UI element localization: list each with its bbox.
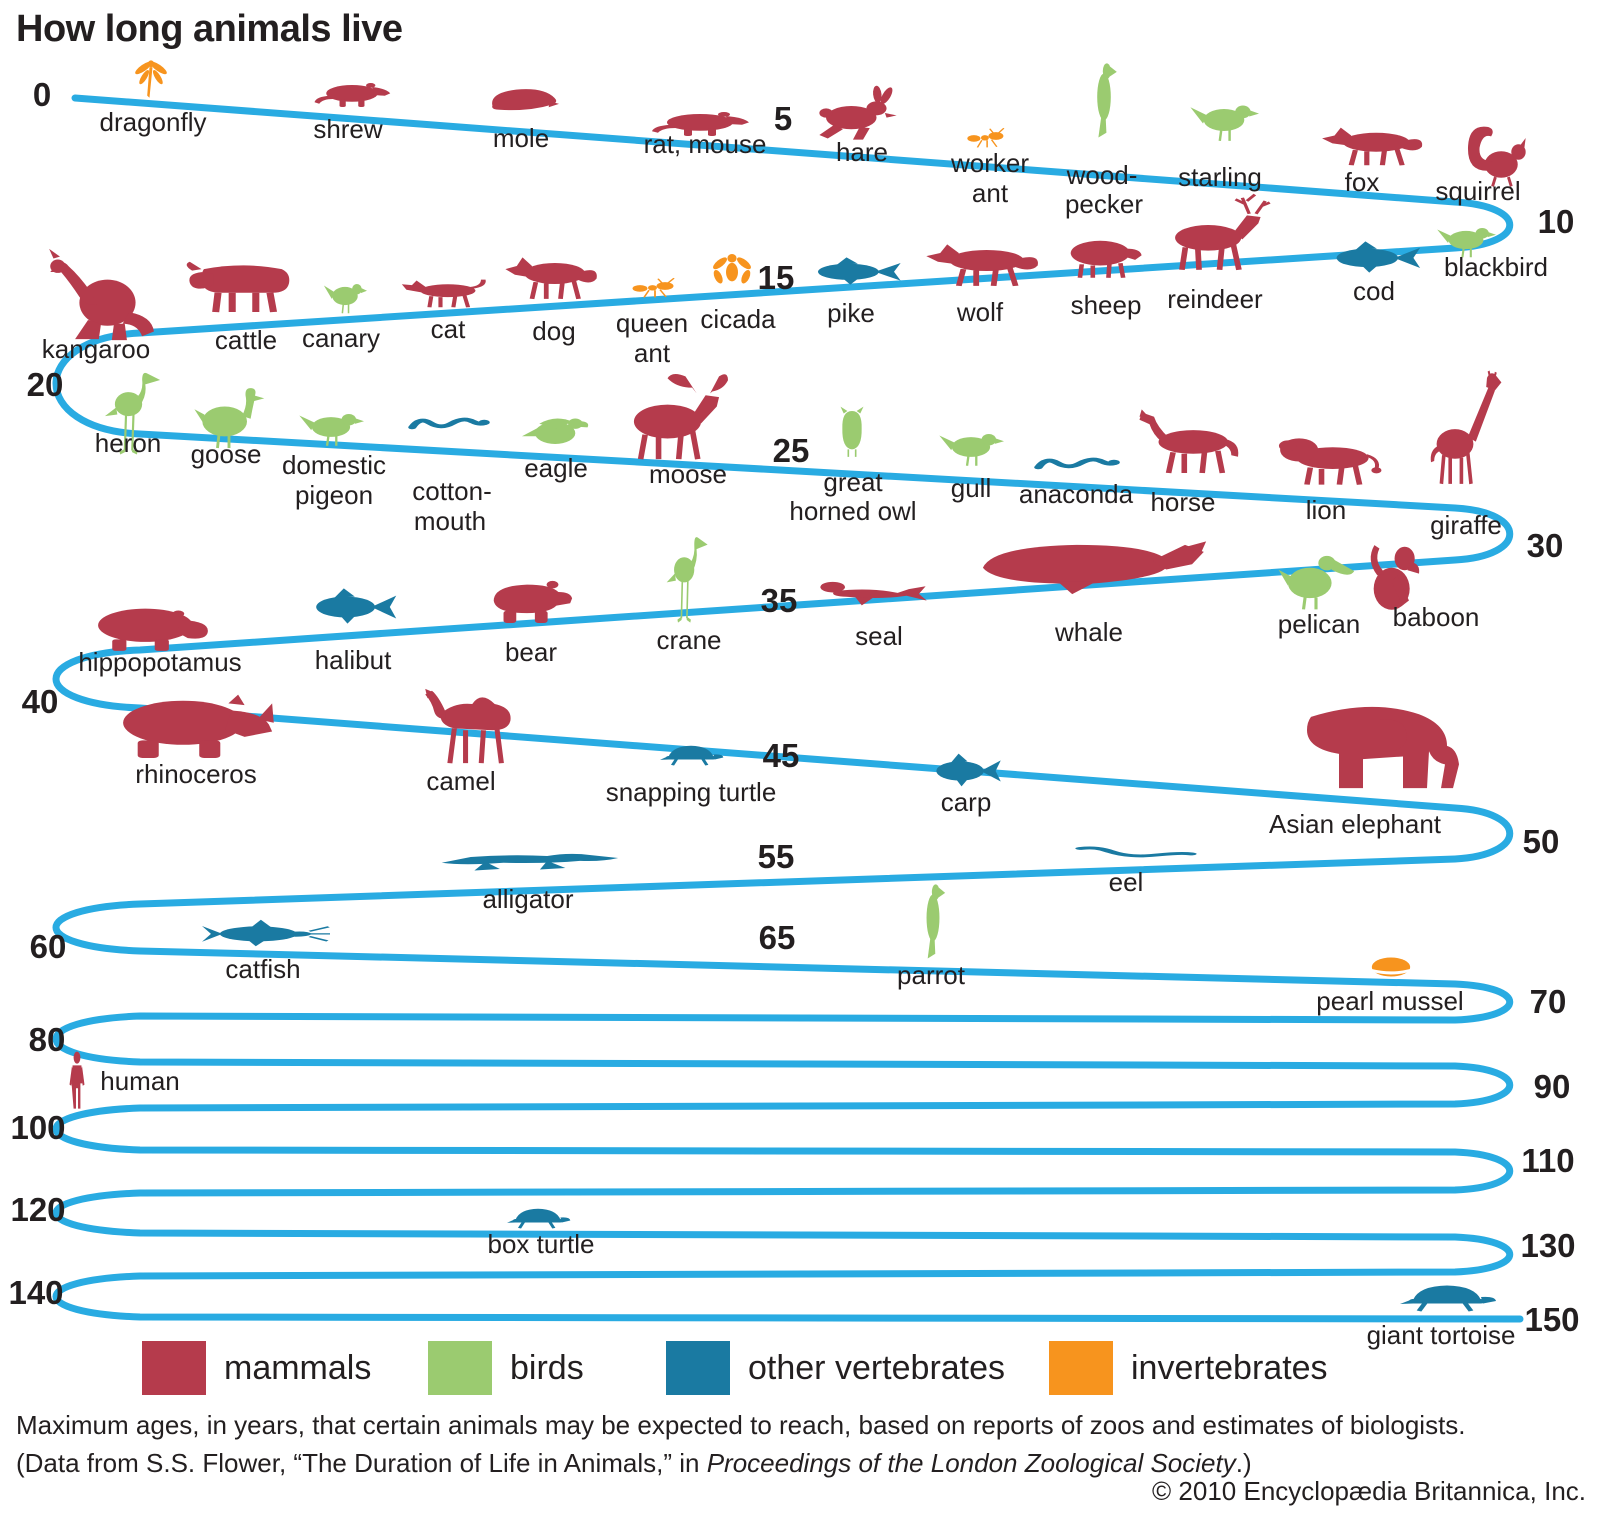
mole-label: mole <box>492 123 550 153</box>
legend-swatch-mammals <box>142 1341 206 1395</box>
legend-item-invertebrates <box>1049 1341 1328 1395</box>
worker-ant-label: ant <box>971 178 1009 208</box>
legend-label-other_vertebrates: other vertebrates <box>748 1348 1006 1387</box>
pike-label: pike <box>827 298 875 328</box>
giraffe-icon <box>1431 371 1502 484</box>
cat-label: cat <box>430 314 466 344</box>
worker-ant-label: worker <box>950 148 1030 178</box>
human-label: human <box>100 1066 180 1096</box>
anaconda-label: anaconda <box>1018 479 1134 509</box>
tick-label-25: 25 <box>772 432 810 469</box>
tick-label-140: 140 <box>8 1274 64 1311</box>
tick-label-55: 55 <box>757 838 795 875</box>
cod-icon <box>1337 241 1421 272</box>
kangaroo-label: kangaroo <box>41 334 151 364</box>
giant-tortoise-icon <box>1400 1286 1496 1312</box>
pearl-mussel-icon <box>1372 957 1410 976</box>
tick-label-40: 40 <box>21 683 59 720</box>
worker-ant-icon <box>967 128 1004 147</box>
reindeer-label: reindeer <box>1167 284 1263 314</box>
baboon-icon <box>1371 545 1420 610</box>
tick-label-15: 15 <box>757 259 795 296</box>
pelican-icon <box>1279 556 1355 609</box>
cattle-icon <box>187 262 290 312</box>
goose-label: goose <box>190 439 262 469</box>
cottonmouth-icon <box>412 420 490 428</box>
page-title: How long animals live <box>16 8 403 50</box>
parrot-icon <box>927 884 946 958</box>
eagle-label: eagle <box>524 453 588 483</box>
caption-line2-prefix: (Data from S.S. Flower, “The Duration of Life in Animals,” in <box>16 1448 707 1478</box>
eel-icon <box>1081 848 1191 856</box>
hare-label: hare <box>835 137 889 167</box>
caption-line1: Maximum ages, in years, that certain animals may be expected to reach, based on reports of zoos and estimates of biologists. <box>16 1410 1466 1440</box>
catfish-label: catfish <box>225 954 301 984</box>
baboon-label: baboon <box>1392 602 1480 632</box>
tick-label-5: 5 <box>773 100 793 137</box>
starling-icon <box>1190 106 1259 141</box>
pike-icon <box>818 257 901 284</box>
canary-icon <box>324 284 367 313</box>
dragonfly-label: dragonfly <box>99 107 207 137</box>
tick-label-110: 110 <box>1521 1142 1575 1179</box>
legend-label-birds: birds <box>510 1348 584 1387</box>
wolf-label: wolf <box>956 297 1004 327</box>
halibut-icon <box>316 588 396 623</box>
caption-line2-italic: Proceedings of the London Zoological Society <box>706 1448 1236 1478</box>
legend-label-invertebrates: invertebrates <box>1131 1348 1328 1387</box>
cottonmouth-label: mouth <box>413 506 487 536</box>
mole-icon <box>492 89 559 110</box>
domestic-pigeon-label: pigeon <box>294 480 374 510</box>
camel-label: camel <box>426 766 496 796</box>
legend-item-mammals <box>142 1341 371 1395</box>
catfish-icon <box>202 920 330 946</box>
legend-swatch-invertebrates <box>1049 1341 1113 1395</box>
sheep-label: sheep <box>1070 290 1142 320</box>
tick-label-100: 100 <box>10 1109 66 1146</box>
carp-label: carp <box>940 787 992 817</box>
tick-label-50: 50 <box>1522 823 1560 860</box>
domestic-pigeon-label: domestic <box>281 450 387 480</box>
cat-icon <box>402 280 486 308</box>
gull-icon <box>939 434 1004 466</box>
caption-line2-suffix: .) <box>1235 1448 1252 1478</box>
lion-icon <box>1279 438 1381 484</box>
horse-label: horse <box>1150 487 1216 517</box>
hippopotamus-label: hippopotamus <box>78 647 242 677</box>
tick-label-80: 80 <box>28 1021 66 1058</box>
human-icon <box>70 1052 85 1109</box>
great-horned-owl-label: horned owl <box>789 496 917 526</box>
carp-icon <box>936 754 1000 787</box>
legend-swatch-other_vertebrates <box>666 1341 730 1395</box>
lion-label: lion <box>1305 495 1347 525</box>
queen-ant-label: ant <box>633 338 671 368</box>
tick-label-30: 30 <box>1526 527 1564 564</box>
alligator-icon <box>442 854 619 871</box>
pearl-mussel-label: pearl mussel <box>1316 986 1464 1016</box>
great-horned-owl-icon <box>841 407 864 457</box>
kangaroo-icon <box>49 249 154 340</box>
legend-item-other_vertebrates <box>666 1341 1005 1395</box>
eel-label: eel <box>1108 867 1144 897</box>
shrew-icon <box>315 83 391 107</box>
copyright: © 2010 Encyclopædia Britannica, Inc. <box>1152 1476 1586 1506</box>
starling-label: starling <box>1178 162 1262 192</box>
asian-elephant-icon <box>1307 707 1459 788</box>
anaconda-icon <box>1038 460 1119 468</box>
tick-label-10: 10 <box>1537 203 1575 240</box>
parrot-label: parrot <box>897 960 965 990</box>
rhinoceros-label: rhinoceros <box>135 759 257 789</box>
cicada-icon <box>711 254 753 285</box>
giant-tortoise-label: giant tortoise <box>1366 1320 1516 1350</box>
halibut-label: halibut <box>314 645 392 675</box>
legend-label-mammals: mammals <box>224 1348 372 1387</box>
seal-label: seal <box>855 621 903 651</box>
dragonfly-icon <box>134 60 169 98</box>
shrew-label: shrew <box>313 114 383 144</box>
cottonmouth-label: cotton- <box>412 476 492 506</box>
tick-label-35: 35 <box>760 582 798 619</box>
snapping-turtle-label: snapping turtle <box>605 777 777 807</box>
rat-mouse-label: rat, mouse <box>643 129 767 159</box>
box-turtle-icon <box>507 1209 570 1228</box>
tick-label-45: 45 <box>762 737 800 774</box>
cicada-label: cicada <box>700 304 776 334</box>
tick-label-60: 60 <box>29 928 67 965</box>
gull-label: gull <box>950 473 992 503</box>
heron-label: heron <box>94 428 162 458</box>
camel-icon <box>425 689 510 763</box>
legend-item-birds <box>428 1341 584 1395</box>
great-horned-owl-label: great <box>823 467 883 497</box>
tick-label-130: 130 <box>1520 1227 1576 1264</box>
pelican-label: pelican <box>1277 609 1361 639</box>
dog-label: dog <box>532 316 576 346</box>
canary-label: canary <box>301 323 381 353</box>
blackbird-label: blackbird <box>1443 252 1549 282</box>
box-turtle-label: box turtle <box>487 1229 595 1259</box>
woodpecker-icon <box>1097 63 1117 137</box>
fox-label: fox <box>1344 167 1380 197</box>
giraffe-label: giraffe <box>1430 510 1502 540</box>
tick-label-120: 120 <box>10 1191 66 1228</box>
cattle-label: cattle <box>214 325 278 355</box>
eagle-icon <box>522 418 588 444</box>
whale-label: whale <box>1055 617 1123 647</box>
queen-ant-icon <box>633 278 675 297</box>
horse-icon <box>1139 409 1238 473</box>
fox-icon <box>1322 128 1422 166</box>
alligator-label: alligator <box>482 884 574 914</box>
rhinoceros-icon <box>123 695 274 758</box>
legend-swatch-birds <box>428 1341 492 1395</box>
woodpecker-label: pecker <box>1064 189 1144 219</box>
hare-icon <box>819 86 896 140</box>
tick-label-90: 90 <box>1533 1068 1571 1105</box>
moose-icon <box>634 374 728 459</box>
tick-label-0: 0 <box>32 76 52 113</box>
tick-label-65: 65 <box>758 919 796 956</box>
squirrel-label: squirrel <box>1435 176 1521 206</box>
moose-label: moose <box>648 459 728 489</box>
cod-label: cod <box>1353 276 1395 306</box>
caption <box>16 1406 1586 1482</box>
tick-label-20: 20 <box>26 366 64 403</box>
tick-label-150: 150 <box>1524 1301 1580 1338</box>
bear-label: bear <box>504 637 558 667</box>
tick-label-70: 70 <box>1529 983 1567 1020</box>
woodpecker-label: wood- <box>1066 160 1138 190</box>
bear-icon <box>494 581 572 623</box>
dog-icon <box>505 257 596 299</box>
crane-label: crane <box>656 625 722 655</box>
queen-ant-label: queen <box>615 308 689 338</box>
asian-elephant-label: Asian elephant <box>1268 809 1442 839</box>
